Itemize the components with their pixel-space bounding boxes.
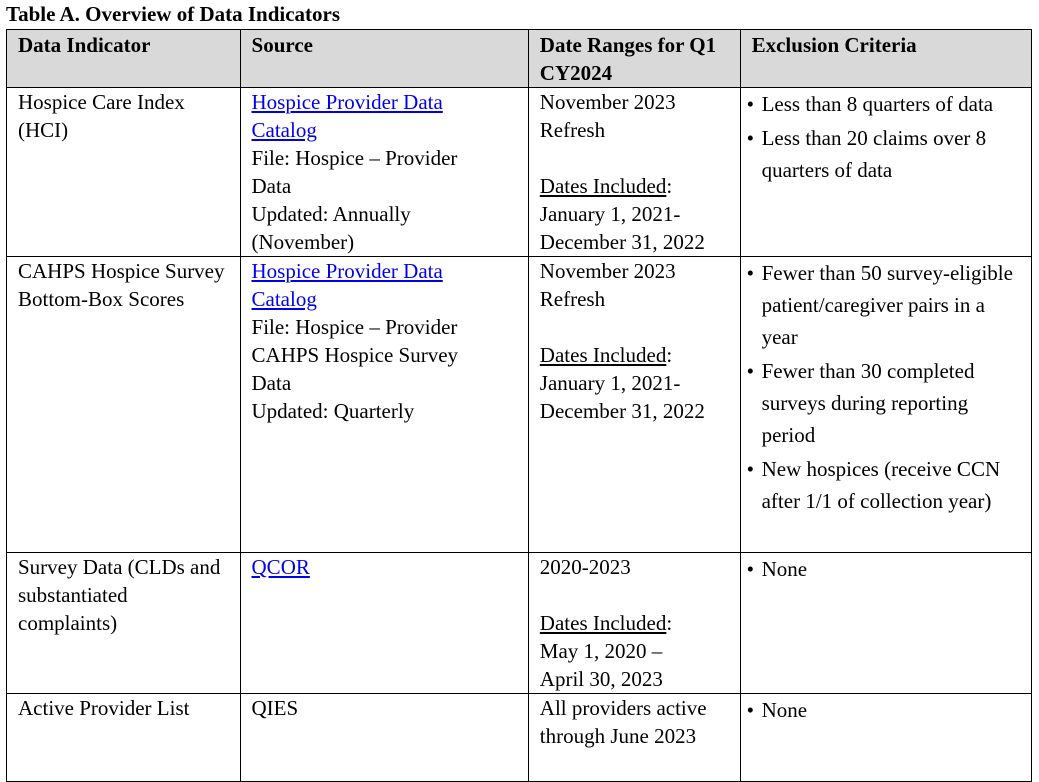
dates-included-value: May 1, 2020 – April 30, 2023: [539, 639, 663, 691]
table-row: [7, 88, 1032, 257]
date-refresh: 2020-2023: [539, 555, 631, 579]
header-source: Source: [240, 30, 528, 88]
source-link[interactable]: Hospice Provider Data Catalog: [251, 90, 443, 142]
source-link[interactable]: Hospice Provider Data Catalog: [251, 259, 443, 311]
source-file: File: Hospice – Provider Data: [251, 146, 458, 198]
exclusion-cell: [740, 88, 1031, 257]
exclusion-item: • Less than 20 claims over 8 quarters of data: [747, 122, 1023, 186]
date-range-cell: All providers active through June 2023: [528, 694, 740, 782]
date-refresh: November 2023 Refresh: [539, 259, 676, 311]
indicator-cell: Survey Data (CLDs and substantiated complaints): [7, 553, 241, 694]
table-row: [7, 553, 1032, 694]
indicator-cell: Hospice Care Index (HCI): [7, 88, 241, 257]
table-row: [7, 257, 1032, 553]
date-range-cell: 2020-2023 Dates Included: May 1, 2020 – April 30, 2023: [528, 553, 740, 694]
table-header-row: [7, 30, 1032, 88]
source-updated: Updated: Quarterly: [251, 399, 415, 423]
date-range-cell: November 2023 Refresh Dates Included: January 1, 2021-December 31, 2022: [528, 88, 740, 257]
exclusion-cell: [740, 694, 1031, 782]
exclusion-item: • None: [747, 553, 1031, 585]
data-indicators-table: [6, 29, 1032, 782]
date-range-cell: November 2023 Refresh Dates Included: January 1, 2021-December 31, 2022: [528, 257, 740, 553]
exclusion-item: • New hospices (receive CCN after 1/1 of collection year): [747, 453, 1023, 517]
indicator-cell: Active Provider List: [7, 694, 241, 782]
table-row: [7, 694, 1032, 782]
dates-included-value: January 1, 2021-December 31, 2022: [539, 371, 705, 423]
header-date-ranges: Date Ranges for Q1 CY2024: [528, 30, 740, 88]
source-link[interactable]: QCOR: [251, 555, 310, 579]
table-title: Table A. Overview of Data Indicators: [6, 2, 341, 26]
dates-included-label: Dates Included: [539, 611, 667, 635]
source-cell: [240, 257, 528, 553]
header-exclusion-criteria: Exclusion Criteria: [740, 30, 1031, 88]
header-data-indicator: Data Indicator: [7, 30, 241, 88]
dates-included-label: Dates Included: [539, 343, 667, 367]
dates-included-value: January 1, 2021-December 31, 2022: [539, 202, 705, 254]
dates-included-label: Dates Included: [539, 174, 667, 198]
date-refresh: November 2023 Refresh: [539, 90, 676, 142]
exclusion-item: • Fewer than 50 survey-eligible patient/caregiver pairs in a year: [747, 257, 1023, 353]
exclusion-item: • Less than 8 quarters of data: [747, 88, 1023, 120]
source-cell: [240, 553, 528, 694]
exclusion-item: • None: [747, 694, 1031, 726]
indicator-cell: CAHPS Hospice Survey Bottom-Box Scores: [7, 257, 241, 553]
source-file: File: Hospice – Provider CAHPS Hospice Survey Data: [251, 315, 459, 395]
source-cell: [240, 88, 528, 257]
exclusion-cell: [740, 257, 1031, 553]
source-updated: Updated: Annually (November): [251, 202, 411, 254]
exclusion-cell: [740, 553, 1031, 694]
source-cell: QIES: [240, 694, 528, 782]
exclusion-item: • Fewer than 30 completed surveys during reporting period: [747, 355, 1023, 451]
